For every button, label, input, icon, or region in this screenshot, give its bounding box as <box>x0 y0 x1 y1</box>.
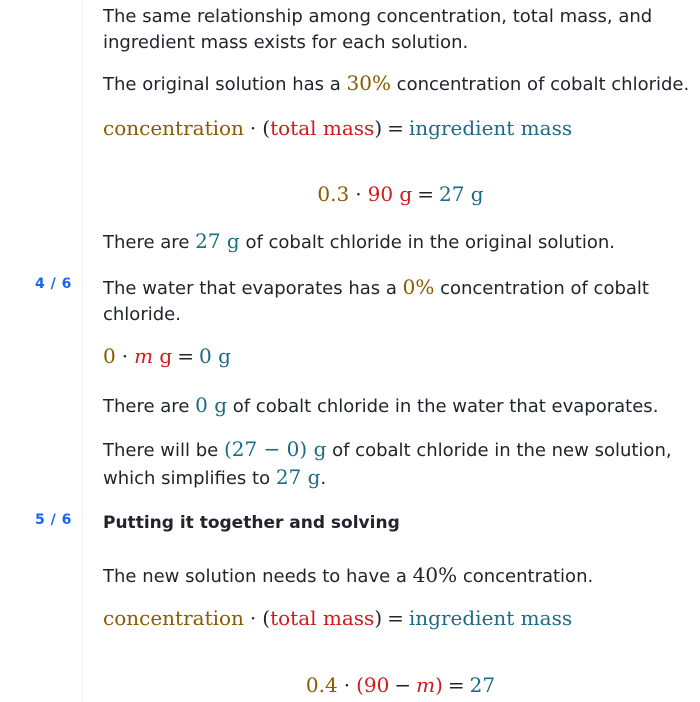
equation-new-solution: 0.4 · (90 − m) = 27 <box>305 673 496 697</box>
paragraph-water-mass: There are 0 g of cobalt chloride in the water that evaporates. <box>103 393 659 417</box>
step-heading: Putting it together and solving <box>103 513 400 533</box>
equation-water: 0 · m g = 0 g <box>103 344 231 368</box>
paragraph-original-mass: There are 27 g of cobalt chloride in the original solution. <box>103 229 615 253</box>
paragraph-relationship: The same relationship among concentration, total mass, and ingredient mass exists for each solution. <box>103 6 653 53</box>
paragraph-new-mass: There will be (27 − 0) g of cobalt chloride in the new solution, which simplifies to 27 g. <box>103 437 672 489</box>
equation-original-solution: 0.3 · 90 g = 27 g <box>317 182 484 206</box>
paragraph-original-concentration: The original solution has a 30% concentration of cobalt chloride. <box>103 71 690 95</box>
paragraph-water-concentration: The water that evaporates has a 0% concentration of cobalt chloride. <box>103 275 649 325</box>
paragraph-new-concentration: The new solution needs to have a 40% concentration. <box>103 563 594 587</box>
step-rail <box>0 0 83 702</box>
step-number-4: 4 / 6 <box>35 276 72 292</box>
value-30-percent: 30% <box>346 71 391 95</box>
word-equation-1: concentration · (total mass) = ingredient mass <box>103 116 573 140</box>
step-number-5: 5 / 6 <box>35 512 72 528</box>
word-equation-2: concentration · (total mass) = ingredient mass <box>103 606 573 630</box>
